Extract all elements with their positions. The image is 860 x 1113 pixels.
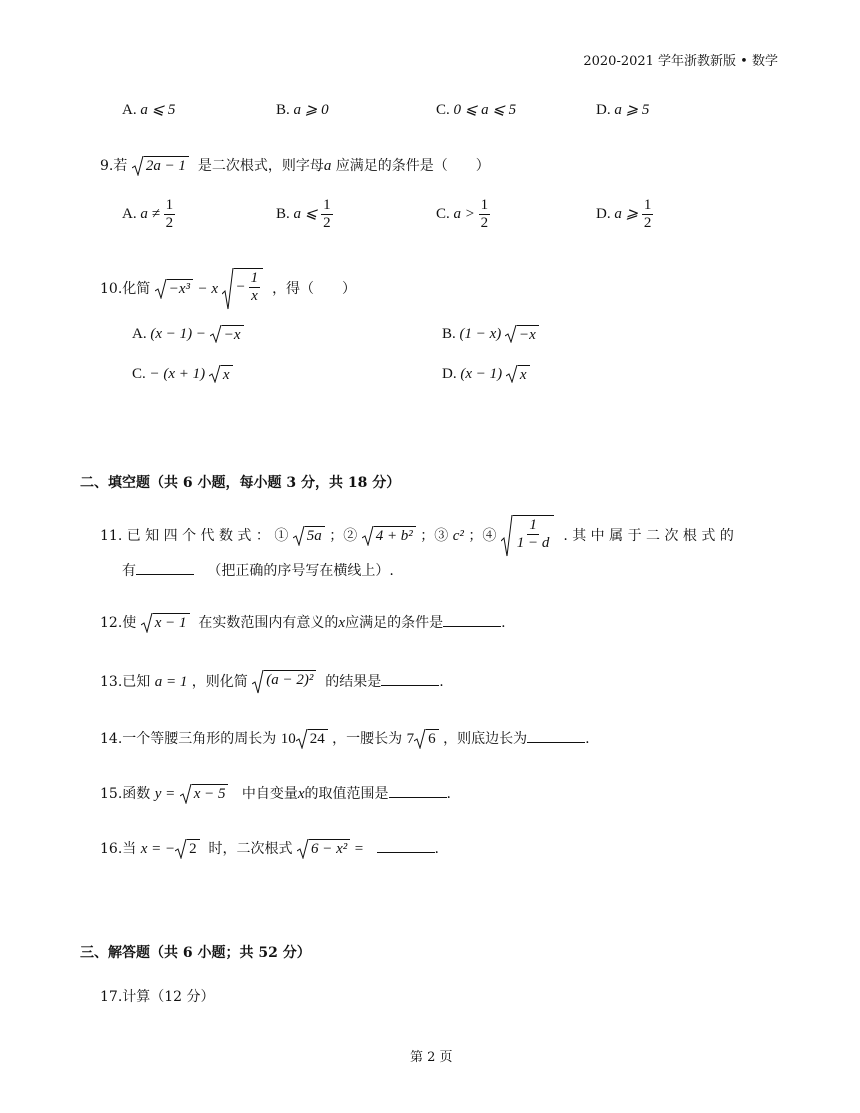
section-2-title: 二、填空题（共 6 小题，每小题 3 分，共 18 分） [80, 475, 401, 491]
section-3-title: 三、解答题（共 6 小题；共 52 分） [80, 945, 311, 961]
sqrt-neg-x-cubed: −x³ [155, 279, 193, 299]
q8-option-a: A. a ⩽ 5 [122, 102, 176, 118]
q10-option-d: D. (x − 1) x [442, 365, 530, 384]
q8-option-c: C. 0 ⩽ a ⩽ 5 [436, 102, 517, 118]
question-12: 12.使 x − 1 在实数范围内有意义的x应满足的条件是 . [100, 615, 506, 631]
question-11: 11. 已 知 四 个 代 数 式 ： ① 5a ；② 4 + b² ；③ c² ；④ $\frac{1}{1 - d}$ . 其 中 属 于 二 次 根 式 的 [100, 515, 734, 557]
q10-option-a: A. (x − 1) − −x [132, 325, 244, 344]
question-16: 16.当 x = − 2 时，二次根式 6 − x² = . [100, 841, 439, 857]
q8-option-d: D. a ⩾ 5 [596, 102, 650, 118]
answer-blank[interactable] [389, 784, 447, 798]
q9-option-d: D. a ⩾ $\frac{1}{2}$ [596, 197, 652, 232]
question-11-line2: 有 （把正确的序号写在横线上）. [122, 563, 394, 579]
question-14: 14.一个等腰三角形的周长为 10 24 ，一腰长为 7 6 ，则底边长为 . [100, 731, 590, 747]
page-header: 2020-2021 学年浙教新版 • 数学 [583, 54, 778, 69]
question-17: 17.计算（12 分） [100, 989, 215, 1005]
q8-option-b: B. a ⩾ 0 [276, 102, 329, 118]
question-9: 9.若 2a − 1 是二次根式，则字母a 应满足的条件是（ ） [100, 158, 490, 174]
answer-blank[interactable] [443, 613, 501, 627]
answer-blank[interactable] [377, 839, 435, 853]
answer-blank[interactable] [136, 561, 194, 575]
page-number: 第 2 页 [410, 1050, 453, 1065]
answer-blank[interactable] [381, 672, 439, 686]
sqrt-neg-one-over-x: − $\frac{1}{x}$ [222, 268, 263, 310]
q9-option-b: B. a ⩽ $\frac{1}{2}$ [276, 197, 331, 232]
answer-blank[interactable] [527, 729, 585, 743]
q9-option-a: A. a ≠ $\frac{1}{2}$ [122, 197, 174, 232]
question-10: 10.化简 −x³ − x − $\frac{1}{x}$ ，得（ ） [100, 268, 356, 310]
sqrt-2a-1: 2a − 1 [132, 156, 189, 176]
q9-option-c: C. a > $\frac{1}{2}$ [436, 197, 489, 232]
q10-option-c: C. − (x + 1) x [132, 365, 233, 384]
q10-option-b: B. (1 − x) −x [442, 325, 539, 344]
question-13: 13.已知 a = 1 ，则化简 (a − 2)² 的结果是 . [100, 670, 444, 694]
question-15: 15.函数 y = x − 5 中自变量x的取值范围是 . [100, 786, 451, 802]
